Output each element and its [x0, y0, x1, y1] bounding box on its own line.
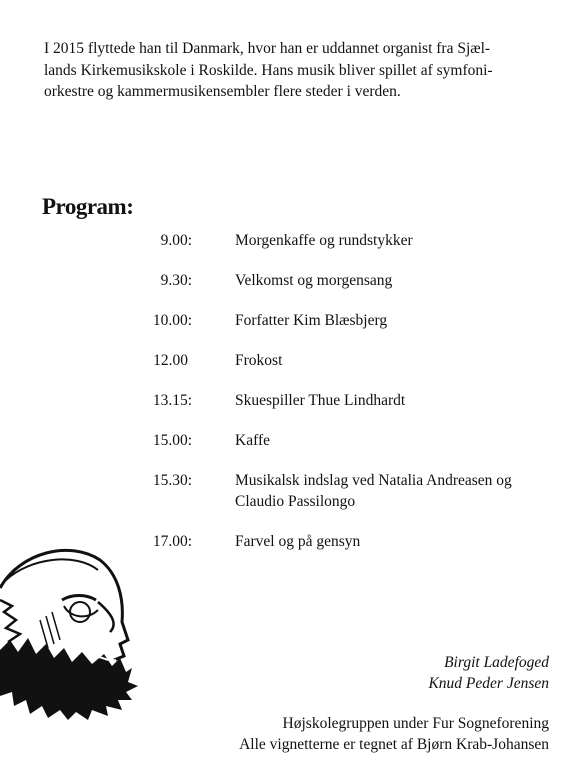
signer-name: Knud Peder Jensen [428, 675, 549, 692]
program-description-line: Musikalsk indslag ved Natalia Andreasen og [235, 472, 512, 489]
program-time: 9.30: [160, 272, 192, 289]
intro-line: I 2015 flyttede han til Danmark, hvor han er uddannet organist fra Sjæl- [44, 40, 491, 57]
signer-name: Birgit Ladefoged [444, 654, 549, 671]
program-description: Frokost [235, 352, 283, 369]
intro-paragraph [44, 38, 544, 103]
program-time: 17.00: [152, 533, 192, 550]
program-time: 15.30: [152, 472, 192, 489]
program-time: 15.00: [152, 432, 192, 449]
bearded-man-portrait-icon [0, 540, 160, 720]
program-description: Velkomst og morgensang [235, 272, 393, 289]
program-description: Skuespiller Thue Lindhardt [235, 392, 406, 409]
intro-line: orkestre og kammermusikensembler flere steder i verden. [44, 83, 401, 100]
program-time: 9.00: [160, 232, 192, 249]
program-description [235, 470, 555, 512]
credit-line: Højskolegruppen under Fur Sogneforening [282, 715, 549, 732]
intro-line: lands Kirkemusikskole i Roskilde. Hans musik bliver spillet af symfoni- [44, 61, 493, 79]
program-description: Forfatter Kim Blæsbjerg [235, 312, 388, 329]
program-description-line: Claudio Passilongo [235, 493, 356, 510]
credit-line: Alle vignetterne er tegnet af Bjørn Krab-Johansen [239, 736, 549, 753]
program-time: 10.00: [152, 312, 192, 329]
program-heading: Program: [42, 194, 134, 219]
program-description: Farvel og på gensyn [235, 533, 361, 550]
program-time: 12.00 [153, 352, 188, 369]
credits [239, 713, 549, 755]
program-description: Morgenkaffe og rundstykker [235, 232, 413, 249]
program-time: 13.15: [152, 392, 192, 409]
signers [428, 652, 549, 694]
program-description: Kaffe [235, 432, 270, 449]
